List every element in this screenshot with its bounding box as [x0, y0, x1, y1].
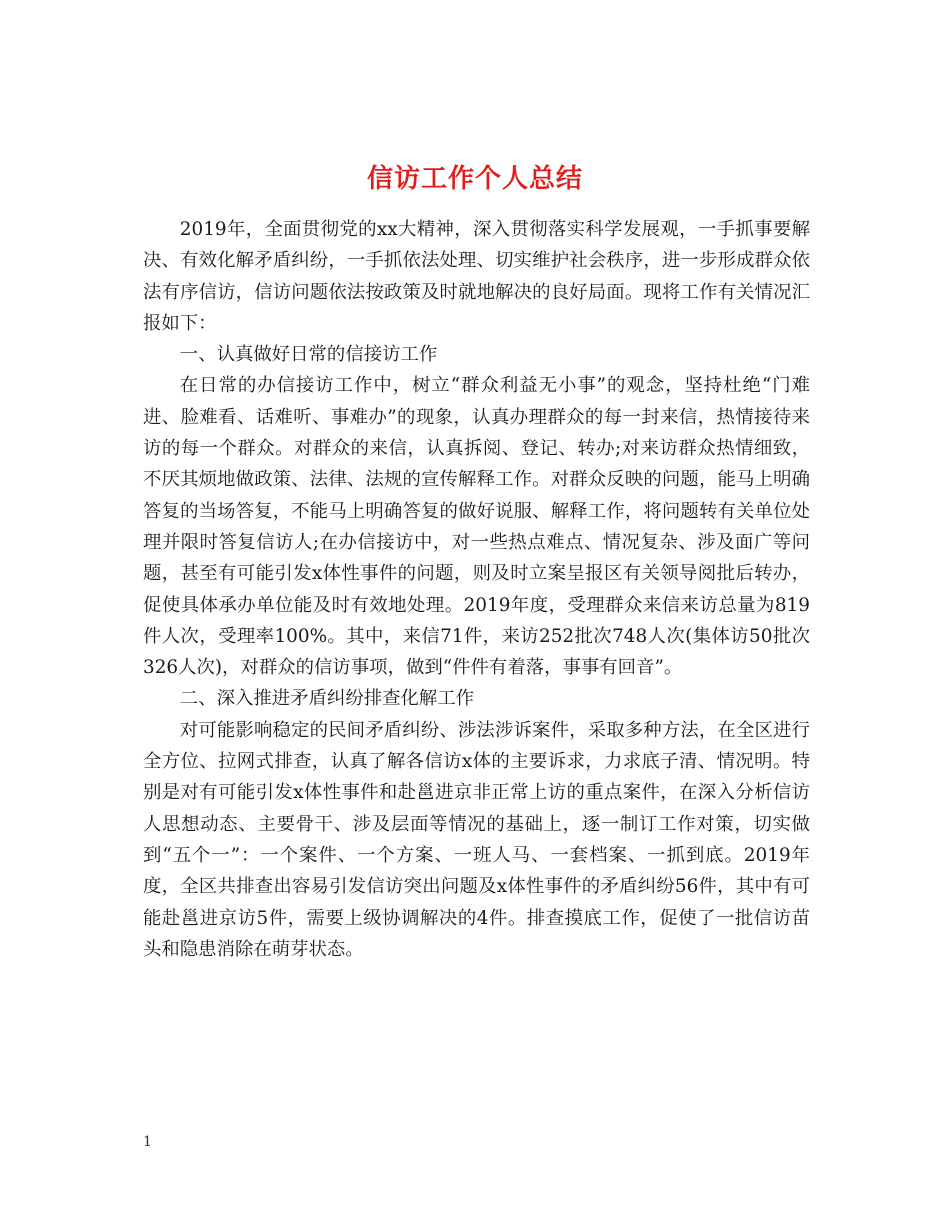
paragraph-intro: 2019年，全面贯彻党的xx大精神，深入贯彻落实科学发展观，一手抓事要解决、有效化解矛盾纠纷，一手抓依法处理、切实维护社会秩序，进一步形成群众依法有序信访，信访问题依法按政策及时就地解决的良好局面。现将工作有关情况汇报如下： — [143, 219, 810, 334]
document-title: 信访工作个人总结 — [366, 164, 583, 195]
document-body — [143, 214, 810, 965]
paragraph-section-2: 对可能影响稳定的民间矛盾纠纷、涉法涉诉案件，采取多种方法，在全区进行全方位、拉网式排查，认真了解各信访x体的主要诉求，力求底子清、情况明。特别是对有可能引发x体性事件和赴邕进京非正常上访的重点案件，在深入分析信访人思想动态、主要骨干、涉及层面等情况的基础上，逐一制订工作对策，切实做到“五个一”：一个案件、一个方案、一班人马、一套档案、一抓到底。2019年度，全区共排查出容易引发信访突出问题及x体性事件的矛盾纠纷56件，其中有可能赴邕进京访5件，需要上级协调解决的4件。排查摸底工作，促使了一批信访苗头和隐患消除在萌芽状态。 — [143, 719, 810, 960]
section-heading-2: 二、深入推进矛盾纠纷排查化解工作 — [179, 688, 475, 710]
section-heading-1: 一、认真做好日常的信接访工作 — [179, 344, 438, 366]
page-number: 1 — [143, 1134, 152, 1150]
paragraph-section-1: 在日常的办信接访工作中，树立“群众利益无小事”的观念，坚持杜绝“门难进、脸难看、话难听、事难办”的现象，认真办理群众的每一封来信，热情接待来访的每一个群众。对群众的来信，认真拆阅、登记、转办;对来访群众热情细致，不厌其烦地做政策、法律、法规的宣传解释工作。对群众反映的问题，能马上明确答复的当场答复，不能马上明确答复的做好说服、解释工作，将问题转有关单位处理并限时答复信访人;在办信接访中，对一些热点难点、情况复杂、涉及面广等问题，甚至有可能引发x体性事件的问题，则及时立案呈报区有关领导阅批后转办，促使具体承办单位能及时有效地处理。2019年度，受理群众来信来访总量为819件人次，受理率100%。其中，来信71件，来访252批次748人次(集体访50批次326人次)，对群众的信访事项，做到“件件有着落，事事有回音”。 — [143, 375, 810, 679]
